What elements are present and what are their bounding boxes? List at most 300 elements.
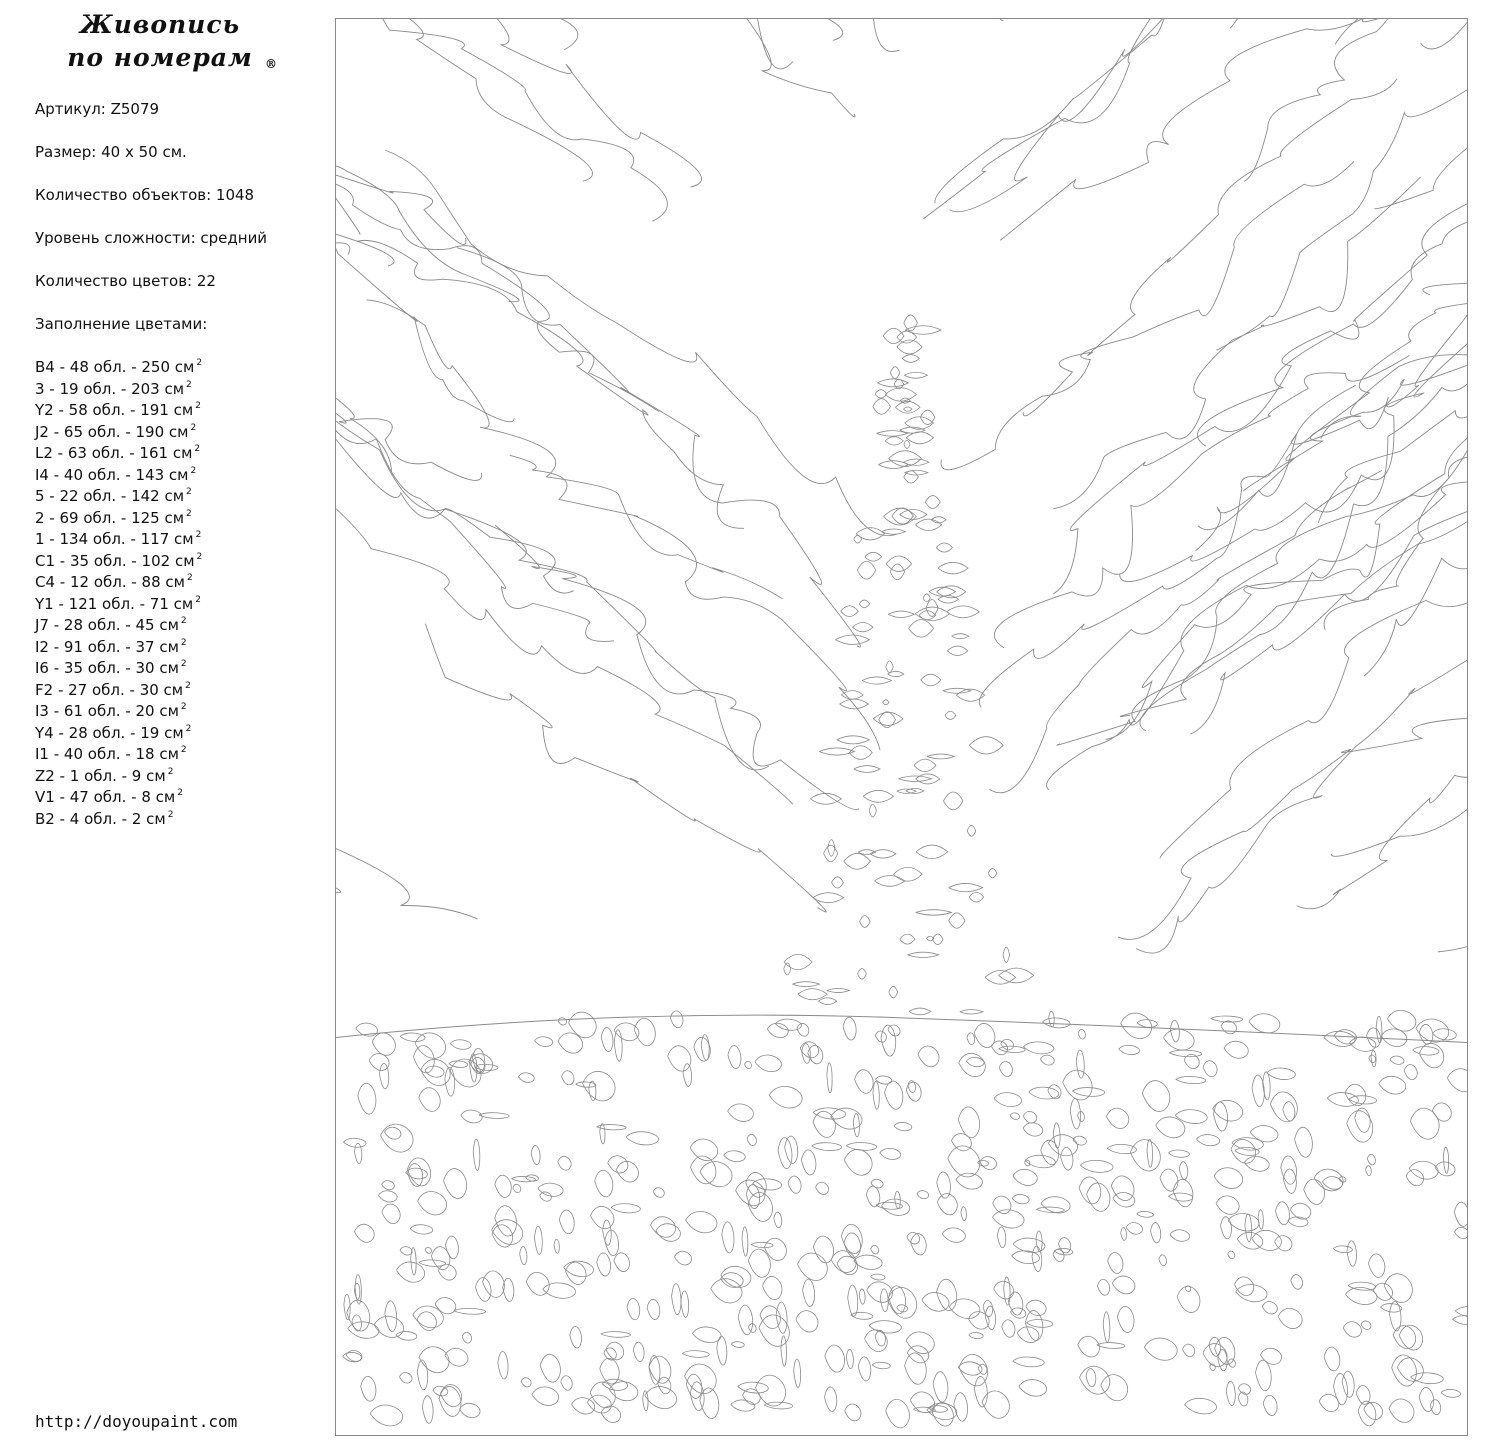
outline-stroke — [495, 1175, 511, 1197]
outline-stroke — [904, 471, 919, 483]
outline-stroke — [656, 1224, 681, 1242]
outline-stroke — [792, 982, 819, 987]
outline-stroke — [1175, 1110, 1207, 1124]
outline-stroke — [989, 470, 1382, 792]
outline-stroke — [724, 1151, 746, 1162]
outline-stroke — [1263, 1395, 1277, 1415]
outline-stroke — [1118, 619, 1467, 940]
color-fill-row — [35, 422, 325, 444]
outline-stroke — [1080, 1160, 1113, 1172]
outline-stroke — [853, 1114, 859, 1137]
outline-stroke — [1117, 1306, 1134, 1332]
outline-stroke — [874, 875, 905, 886]
outline-stroke — [904, 440, 910, 448]
outline-stroke — [769, 1086, 802, 1108]
outline-stroke — [520, 1247, 527, 1265]
outline-stroke — [859, 1289, 865, 1304]
outline-stroke — [1142, 1081, 1170, 1112]
color-fill-row — [35, 379, 325, 401]
color-fill-row — [35, 400, 325, 422]
outline-stroke — [883, 700, 889, 705]
outline-stroke — [728, 1104, 754, 1122]
color-fill-row — [35, 809, 325, 831]
outline-stroke — [681, 1291, 689, 1317]
outline-stroke — [1168, 1150, 1189, 1157]
outline-stroke — [1120, 425, 1467, 716]
outline-stroke — [603, 1220, 612, 1245]
outline-stroke — [1079, 1366, 1109, 1394]
outline-stroke — [1367, 1154, 1375, 1164]
color-fill-text: Z2 - 1 обл. - 9 см — [35, 766, 166, 785]
outline-stroke — [1063, 1070, 1092, 1100]
website-link[interactable]: http://doyoupaint.com — [35, 1412, 238, 1431]
outline-stroke — [933, 1372, 948, 1402]
outline-stroke — [692, 1327, 721, 1343]
outline-stroke — [439, 1386, 461, 1416]
color-fill-row — [35, 637, 325, 659]
outline-stroke — [1144, 1338, 1177, 1360]
outline-stroke — [907, 1232, 920, 1244]
outline-stroke — [873, 712, 903, 725]
color-fill-row — [35, 701, 325, 723]
outline-stroke — [1126, 1223, 1142, 1235]
outline-stroke — [738, 1305, 752, 1335]
outline-stroke — [1169, 1050, 1201, 1057]
outline-stroke — [1432, 1103, 1451, 1121]
square-unit-exponent: 2 — [190, 422, 197, 433]
outline-stroke — [486, 19, 842, 40]
outline-stroke — [1078, 1111, 1085, 1121]
outline-stroke — [1177, 1286, 1200, 1312]
outline-stroke — [837, 1256, 858, 1274]
square-unit-exponent: 2 — [185, 723, 192, 734]
outline-stroke — [819, 748, 854, 755]
outline-stroke — [959, 1053, 986, 1076]
outline-stroke — [336, 19, 360, 234]
outline-stroke — [764, 1238, 786, 1260]
outline-stroke — [474, 1064, 498, 1070]
outline-stroke — [649, 1356, 660, 1385]
outline-stroke — [882, 529, 906, 534]
outline-stroke — [589, 1081, 596, 1101]
outline-stroke — [922, 1292, 949, 1311]
outline-stroke — [909, 1008, 931, 1015]
outline-stroke — [422, 1396, 433, 1424]
color-fill-text: I3 - 61 обл. - 20 см — [35, 702, 179, 720]
color-fill-row — [35, 357, 325, 379]
outline-stroke — [775, 1019, 801, 1030]
outline-stroke — [558, 1156, 571, 1170]
outline-stroke — [608, 1156, 628, 1173]
outline-stroke — [633, 1342, 644, 1362]
outline-stroke — [583, 1071, 616, 1101]
outline-stroke — [1087, 1183, 1110, 1211]
outline-stroke — [1453, 1316, 1467, 1325]
outline-stroke — [952, 634, 969, 639]
outline-stroke — [534, 1226, 542, 1254]
outline-stroke — [1013, 1357, 1045, 1367]
outline-stroke — [860, 916, 871, 928]
outline-stroke — [929, 587, 955, 596]
outline-stroke — [411, 1248, 416, 1276]
outline-stroke — [374, 1316, 404, 1337]
outline-stroke — [904, 315, 918, 331]
outline-stroke — [827, 1063, 832, 1093]
objects-count: Количество объектов: 1048 — [35, 186, 255, 204]
outline-stroke — [942, 1228, 965, 1242]
outline-stroke — [634, 1018, 655, 1046]
outline-stroke — [361, 1376, 376, 1401]
outline-stroke — [410, 1225, 433, 1234]
outline-stroke — [763, 1276, 782, 1299]
outline-stroke — [731, 1400, 755, 1411]
color-fill-text: J2 - 65 обл. - 190 см — [35, 422, 189, 441]
color-fill-row — [35, 615, 325, 637]
outline-stroke — [898, 776, 931, 781]
outline-stroke — [336, 19, 578, 50]
color-fill-text: L2 - 63 обл. - 161 см — [35, 444, 193, 462]
outline-stroke — [336, 489, 793, 804]
outline-stroke — [1041, 1197, 1070, 1213]
color-fill-text: J7 - 28 обл. - 45 см — [35, 616, 179, 634]
color-fill-list — [35, 357, 325, 830]
outline-stroke — [1196, 1135, 1219, 1146]
outline-stroke — [1343, 1322, 1361, 1337]
outline-stroke — [1023, 79, 1397, 416]
brand-title — [0, 8, 320, 74]
outline-stroke — [1390, 1056, 1404, 1064]
outline-stroke — [570, 1326, 582, 1347]
outline-stroke — [1250, 1126, 1278, 1142]
outline-stroke — [399, 1373, 412, 1384]
outline-stroke — [1283, 1102, 1295, 1121]
outline-stroke — [1121, 1228, 1127, 1241]
outline-stroke — [889, 986, 898, 997]
outline-stroke — [885, 388, 916, 401]
square-unit-exponent: 2 — [195, 401, 201, 411]
outline-stroke — [1419, 1387, 1434, 1411]
outline-stroke — [444, 1169, 467, 1199]
outline-stroke — [857, 561, 875, 579]
outline-stroke — [336, 103, 514, 422]
outline-stroke — [954, 1393, 968, 1421]
outline-stroke — [797, 1253, 827, 1280]
difficulty-level: Уровень сложности: средний — [35, 229, 268, 247]
outline-stroke — [1076, 1050, 1084, 1078]
outline-stroke — [531, 1146, 540, 1165]
outline-stroke — [1387, 1010, 1415, 1031]
color-fill-text: 1 - 134 обл. - 117 см — [35, 530, 194, 548]
outline-stroke — [653, 1188, 664, 1198]
outline-stroke — [889, 451, 922, 467]
outline-stroke — [1190, 426, 1467, 734]
outline-stroke — [897, 340, 922, 354]
outline-stroke — [367, 300, 783, 599]
outline-stroke — [668, 1046, 691, 1071]
square-unit-exponent: 2 — [196, 551, 203, 562]
outline-stroke — [400, 1247, 412, 1255]
outline-stroke — [495, 525, 859, 810]
outline-stroke — [759, 1315, 789, 1346]
outline-stroke — [601, 1027, 613, 1051]
color-fill-text: Y4 - 28 обл. - 19 см — [35, 723, 184, 742]
outline-stroke — [905, 326, 941, 335]
outline-stroke — [1103, 1312, 1110, 1343]
outline-stroke — [1151, 1223, 1161, 1243]
outline-stroke — [845, 1404, 861, 1421]
outline-stroke — [872, 1362, 890, 1368]
outline-stroke — [784, 954, 812, 969]
outline-stroke — [1184, 1398, 1216, 1414]
outline-stroke — [647, 1299, 660, 1319]
outline-stroke — [917, 1191, 929, 1199]
outline-stroke — [1290, 1203, 1311, 1219]
outline-stroke — [918, 1046, 939, 1067]
outline-stroke — [614, 1030, 622, 1061]
outline-stroke — [816, 1182, 829, 1194]
outline-stroke — [1057, 387, 1467, 746]
square-unit-exponent: 2 — [196, 358, 203, 368]
outline-stroke — [605, 1230, 619, 1255]
outline-stroke — [1185, 1286, 1190, 1292]
outline-stroke — [871, 1179, 883, 1188]
outline-stroke — [606, 1342, 624, 1360]
outline-stroke — [358, 1083, 376, 1114]
outline-stroke — [1433, 1029, 1457, 1040]
square-unit-exponent: 2 — [167, 766, 174, 777]
outline-stroke — [929, 1406, 948, 1413]
color-fill-row — [35, 787, 325, 809]
outline-stroke — [576, 1082, 596, 1087]
outline-stroke — [558, 1018, 567, 1025]
outline-stroke — [875, 390, 887, 398]
outline-stroke — [999, 1062, 1012, 1077]
outline-stroke — [1281, 1156, 1297, 1184]
outline-stroke — [993, 1196, 1011, 1214]
outline-stroke — [843, 1017, 856, 1040]
outline-stroke — [1053, 177, 1420, 509]
outline-stroke — [999, 968, 1034, 983]
outline-stroke — [937, 1279, 957, 1310]
outline-stroke — [357, 240, 744, 528]
outline-stroke — [1224, 1041, 1248, 1058]
outline-stroke — [1170, 1230, 1190, 1242]
outline-stroke — [1350, 1037, 1376, 1051]
outline-stroke — [672, 1284, 681, 1315]
outline-stroke — [419, 1260, 446, 1266]
outline-stroke — [1331, 623, 1467, 856]
square-unit-exponent: 2 — [177, 788, 183, 798]
outline-stroke — [935, 19, 1441, 203]
outline-stroke — [459, 1403, 480, 1417]
outline-stroke — [1012, 1194, 1029, 1203]
color-fill-row — [35, 486, 325, 508]
outline-stroke — [1366, 1166, 1372, 1176]
outline-stroke — [601, 1332, 631, 1338]
outline-stroke — [825, 1387, 837, 1411]
outline-stroke — [956, 1173, 983, 1189]
outline-stroke — [457, 248, 861, 647]
outline-stroke — [1226, 1381, 1235, 1405]
outline-stroke — [343, 1138, 366, 1147]
outline-stroke — [1379, 1076, 1406, 1094]
outline-stroke — [1364, 1402, 1383, 1419]
outline-stroke — [355, 1275, 361, 1304]
outline-stroke — [1097, 1343, 1125, 1349]
outline-stroke — [1111, 1176, 1134, 1201]
outline-stroke — [943, 688, 971, 693]
outline-stroke — [600, 1358, 619, 1384]
outline-stroke — [841, 606, 859, 617]
outline-stroke — [967, 1033, 975, 1045]
outline-stroke — [747, 1134, 756, 1145]
outline-stroke — [949, 913, 965, 928]
color-fill-row — [35, 744, 325, 766]
outline-stroke — [400, 19, 793, 69]
outline-stroke — [767, 1023, 788, 1037]
outline-stroke — [1304, 1179, 1325, 1204]
outline-stroke — [461, 1110, 482, 1123]
outline-stroke — [438, 1264, 456, 1280]
outline-stroke — [1244, 19, 1467, 181]
outline-stroke — [1156, 1117, 1185, 1138]
outline-stroke — [1221, 1021, 1236, 1034]
outline-stroke — [670, 1011, 683, 1028]
outline-stroke — [738, 1382, 769, 1393]
outline-stroke — [857, 969, 866, 979]
outline-stroke — [916, 910, 952, 915]
outline-stroke — [911, 1234, 927, 1255]
outline-stroke — [1381, 1029, 1406, 1047]
outline-stroke — [949, 883, 983, 891]
outline-stroke — [884, 508, 917, 525]
outline-stroke — [540, 1192, 552, 1201]
outline-stroke — [835, 635, 869, 645]
outline-stroke — [941, 161, 1354, 469]
square-unit-exponent: 2 — [195, 594, 201, 605]
outline-stroke — [419, 1088, 440, 1112]
outline-stroke — [609, 1382, 638, 1401]
outline-stroke — [336, 19, 394, 266]
outline-stroke — [1443, 1147, 1448, 1173]
outline-stroke — [1078, 1029, 1085, 1039]
outline-stroke — [865, 552, 882, 561]
square-unit-exponent: 2 — [180, 616, 187, 626]
outline-stroke — [1010, 1113, 1019, 1120]
outline-stroke — [1218, 1350, 1227, 1371]
outline-stroke — [1023, 1111, 1036, 1123]
outline-stroke — [1221, 1217, 1232, 1239]
outline-stroke — [600, 1124, 605, 1144]
outline-stroke — [1455, 1227, 1467, 1238]
outline-stroke — [925, 496, 940, 509]
outline-stroke — [1397, 1358, 1423, 1381]
outline-stroke — [1228, 1359, 1235, 1367]
outline-stroke — [885, 1081, 903, 1109]
outline-stroke — [909, 620, 934, 637]
color-fill-row — [35, 529, 325, 551]
outline-stroke — [958, 1107, 979, 1138]
outline-stroke — [1001, 19, 1467, 240]
outline-stroke — [797, 1023, 809, 1036]
outline-stroke — [982, 1391, 1009, 1418]
color-fill-row — [35, 658, 325, 680]
outline-stroke — [369, 1054, 389, 1071]
outline-stroke — [1026, 1320, 1052, 1328]
outline-stroke — [825, 1345, 845, 1372]
outline-stroke — [803, 1279, 815, 1306]
outline-stroke — [1262, 1302, 1277, 1314]
outline-stroke — [902, 355, 919, 363]
outline-stroke — [832, 877, 844, 888]
outline-stroke — [1136, 595, 1467, 954]
color-fill-text: I6 - 35 обл. - 30 см — [35, 659, 179, 677]
outline-stroke — [886, 661, 894, 673]
outline-stroke — [1441, 1389, 1460, 1397]
color-fill-text: 2 - 69 обл. - 125 см — [35, 508, 185, 527]
outline-stroke — [1255, 1360, 1271, 1391]
square-unit-exponent: 2 — [186, 573, 193, 583]
outline-stroke — [722, 1222, 734, 1253]
outline-stroke — [614, 1253, 630, 1272]
outline-stroke — [1140, 304, 1467, 730]
outline-stroke — [1349, 1096, 1377, 1104]
outline-stroke — [959, 1354, 988, 1385]
product-info — [35, 96, 325, 354]
outline-stroke — [1106, 1108, 1128, 1128]
outline-stroke — [889, 1286, 906, 1314]
square-unit-exponent: 2 — [180, 702, 187, 712]
color-fill-text: I4 - 40 обл. - 143 см — [35, 465, 189, 484]
outline-stroke — [1023, 1042, 1053, 1054]
outline-stroke — [885, 437, 903, 445]
color-fill-row — [35, 551, 325, 573]
outline-stroke — [503, 1278, 514, 1301]
outline-stroke — [796, 1311, 818, 1332]
canvas-size: Размер: 40 х 50 см. — [35, 143, 187, 161]
outline-stroke — [1079, 1177, 1101, 1204]
outline-stroke — [985, 1306, 995, 1329]
outline-stroke — [854, 535, 862, 543]
outline-stroke — [751, 1242, 773, 1247]
outline-stroke — [1048, 1135, 1077, 1156]
outline-stroke — [916, 774, 940, 784]
outline-stroke — [1278, 1308, 1302, 1328]
outline-stroke — [988, 869, 997, 878]
outline-stroke — [336, 369, 614, 641]
outline-stroke — [1121, 1013, 1152, 1039]
outline-stroke — [572, 1398, 595, 1414]
outline-stroke — [873, 399, 891, 415]
outline-stroke — [778, 1138, 792, 1169]
outline-stroke — [1454, 1202, 1467, 1226]
outline-stroke — [960, 1010, 983, 1014]
outline-stroke — [1036, 1207, 1064, 1212]
outline-stroke — [870, 1274, 885, 1280]
outline-stroke — [569, 1012, 597, 1038]
outline-stroke — [1438, 677, 1467, 952]
outline-stroke — [846, 1349, 853, 1368]
outline-stroke — [1447, 1069, 1467, 1092]
outline-stroke — [908, 952, 939, 957]
outline-stroke — [945, 711, 956, 719]
outline-stroke — [997, 1227, 1005, 1248]
outline-stroke — [473, 1139, 480, 1170]
outline-stroke — [827, 988, 850, 992]
outline-stroke — [475, 1278, 491, 1302]
color-fill-text: F2 - 27 обл. - 30 см — [35, 680, 184, 699]
colors-count: Количество цветов: 22 — [35, 272, 216, 290]
